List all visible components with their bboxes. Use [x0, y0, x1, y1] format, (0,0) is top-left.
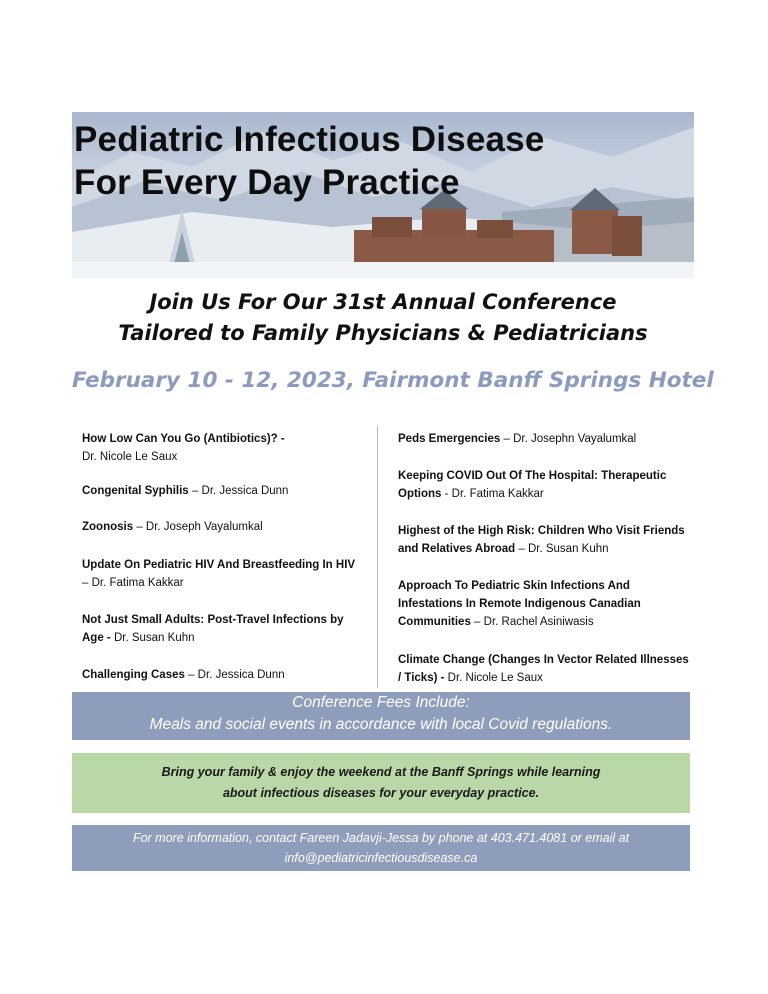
header-banner — [72, 112, 694, 278]
subhead-line-1: Join Us For Our 31st Annual Conference — [149, 290, 617, 314]
session-item — [398, 522, 690, 558]
session-speaker: – Dr. Josephn Vayalumkal — [503, 433, 637, 445]
session-title: Highest of the High Risk: Children Who Visit Friends and Relatives Abroad — [398, 525, 685, 555]
session-item — [82, 518, 263, 536]
session-speaker: – Dr. Fatima Kakkar — [82, 577, 184, 589]
session-title: Congenital Syphilis — [82, 485, 189, 497]
title-line-2: For Every Day Practice — [74, 163, 460, 202]
conference-fees-box — [72, 692, 690, 740]
session-title: Approach To Pediatric Skin Infections And Infestations In Remote Indigenous Canadian Communities — [398, 580, 641, 628]
session-title: Not Just Small Adults: Post-Travel Infections by Age - — [82, 614, 344, 644]
session-title: Update On Pediatric HIV And Breastfeeding In HIV — [82, 559, 356, 571]
session-item — [82, 611, 357, 647]
session-speaker: – Dr. Jessica Dunn — [188, 669, 285, 681]
page-title — [74, 118, 545, 204]
contact-line-1: For more information, contact Fareen Jadavji-Jessa by phone at 403.471.4081 or email at — [132, 831, 630, 845]
session-item — [82, 556, 357, 592]
event-date-location: February 10 - 12, 2023, Fairmont Banff Springs Hotel — [72, 368, 714, 393]
session-title: Climate Change (Changes In Vector Related Illnesses / Ticks) - — [398, 654, 689, 684]
session-item — [398, 577, 683, 631]
contact-info-box — [72, 825, 690, 871]
conference-subheading — [72, 287, 694, 349]
session-title: Zoonosis — [82, 521, 134, 533]
session-speaker: – Dr. Jessica Dunn — [191, 485, 289, 497]
family-line-1: Bring your family & enjoy the weekend at the Banff Springs while learning — [161, 765, 601, 779]
fees-text: Meals and social events in accordance with local Covid regulations. — [149, 716, 613, 733]
session-speaker: - Dr. Fatima Kakkar — [444, 488, 544, 500]
family-info-box — [72, 753, 690, 813]
session-speaker: – Dr. Joseph Vayalumkal — [136, 521, 263, 533]
column-divider — [377, 426, 378, 688]
session-speaker: Dr. Nicole Le Saux — [447, 672, 543, 684]
session-item — [82, 430, 285, 466]
session-title: Challenging Cases — [82, 669, 185, 681]
session-speaker: – Dr. Susan Kuhn — [518, 543, 609, 555]
session-item — [82, 482, 288, 500]
session-speaker: Dr. Susan Kuhn — [113, 632, 195, 644]
subhead-line-2: Tailored to Family Physicians & Pediatricians — [118, 321, 648, 345]
session-title: Keeping COVID Out Of The Hospital: Therapeutic Options — [398, 470, 667, 500]
session-item — [398, 430, 636, 448]
contact-email-link[interactable]: info@pediatricinfectiousdisease.ca — [284, 851, 478, 865]
session-speaker: Dr. Nicole Le Saux — [82, 451, 178, 463]
family-line-2: about infectious diseases for your everyday practice. — [222, 786, 540, 800]
fees-heading: Conference Fees Include: — [292, 694, 470, 711]
session-item — [398, 467, 690, 503]
session-item — [82, 666, 285, 684]
session-title: How Low Can You Go (Antibiotics)? - — [82, 433, 285, 445]
session-item — [398, 651, 690, 687]
session-title: Peds Emergencies — [398, 433, 501, 445]
title-line-1: Pediatric Infectious Disease — [74, 120, 545, 159]
session-speaker: – Dr. Rachel Asiniwasis — [474, 616, 594, 628]
